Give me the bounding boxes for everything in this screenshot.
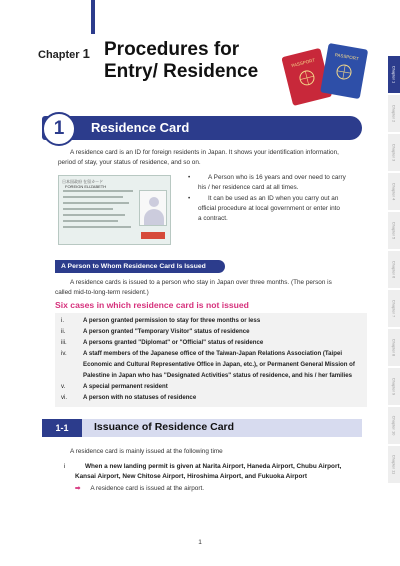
side-tab-chapter-10[interactable] xyxy=(388,407,400,445)
issued-line-2: called mid-to-long-term resident.) xyxy=(55,289,149,296)
case-item xyxy=(61,316,361,326)
passports-illustration xyxy=(282,42,370,106)
case-number: iii. xyxy=(61,339,67,346)
arrow-right-icon: ➡ xyxy=(75,485,81,492)
case-item xyxy=(61,371,361,381)
chapter-label xyxy=(38,46,90,61)
case-number: vi. xyxy=(61,394,68,401)
chapter-accent-bar xyxy=(91,0,95,34)
issuance-item xyxy=(64,462,364,482)
subheading: A Person to Whom Residence Card Is Issued xyxy=(55,260,225,273)
bullet-item: • It can be used as an ID when you carry out an official procedure at local government or enter into a contract. xyxy=(188,194,366,224)
side-tab-chapter-9[interactable] xyxy=(388,368,400,406)
side-tab-chapter-4[interactable] xyxy=(388,173,400,211)
bullet-item: • A Person who is 16 years and over need to carry his / her residence card at all times. xyxy=(188,173,366,193)
case-item xyxy=(61,349,361,359)
case-text: A staff members of the Japanese office of the Taiwan-Japan Relations Association (Taipei xyxy=(83,350,343,357)
cases-heading: Six cases in which residence card is not issued xyxy=(55,300,249,310)
page-number: 1 xyxy=(198,539,202,546)
subsection-intro: A residence card is mainly issued at the following time xyxy=(70,448,223,455)
card-text-lines xyxy=(63,190,135,232)
case-text: Economic and Cultural Representative Office in Japan, etc.), or Permanent General Mission of xyxy=(83,361,355,368)
chapter-side-tabs xyxy=(388,56,400,486)
card-name: FOREIGN ELIZABETH xyxy=(65,184,107,189)
side-tab-chapter-5[interactable] xyxy=(388,212,400,250)
chapter-word: Chapter xyxy=(38,49,80,61)
section-title: Residence Card xyxy=(91,120,190,135)
case-item xyxy=(61,360,361,370)
intro-line-1: A residence card is an ID for foreign residents in Japan. It shows your identification information, xyxy=(70,149,339,156)
page-title xyxy=(104,39,258,83)
card-stamp xyxy=(141,232,165,239)
section-number-badge: 1 xyxy=(42,112,76,146)
side-tab-label: Chapter 9 xyxy=(391,377,397,396)
section-banner xyxy=(42,116,362,140)
subsection-title: Issuance of Residence Card xyxy=(94,421,235,433)
side-tab-chapter-1[interactable] xyxy=(388,56,400,94)
side-tab-chapter-11[interactable] xyxy=(388,446,400,484)
issued-line-1: A residence cards is issued to a person who stay in Japan over three months. (The person is xyxy=(70,279,332,286)
issuance-item-line-2: Kansai Airport, New Chitose Airport, Hiroshima Airport, and Fukuoka Airport xyxy=(75,473,307,480)
card-header-text: 日本国政府 在留カード xyxy=(62,179,104,184)
case-number: i. xyxy=(61,317,65,324)
card-bullets xyxy=(188,173,366,225)
side-tab-label: Chapter 6 xyxy=(391,260,397,279)
side-tab-label: Chapter 3 xyxy=(391,143,397,162)
subsection-number: 1-1 xyxy=(42,419,82,437)
side-tab-label: Chapter 7 xyxy=(391,299,397,318)
case-item xyxy=(61,393,361,403)
case-text: A special permanent resident xyxy=(83,383,168,390)
card-photo xyxy=(139,190,167,226)
side-tab-label: Chapter 11 xyxy=(391,454,397,475)
case-number: iv. xyxy=(61,350,67,357)
issuance-item-number: i xyxy=(64,463,66,470)
issuance-result-text: A residence card is issued at the airport. xyxy=(90,485,205,492)
side-tab-chapter-3[interactable] xyxy=(388,134,400,172)
residence-card-image xyxy=(58,175,171,245)
intro-line-2: period of stay, your status of residence, and so on. xyxy=(58,159,201,166)
case-item xyxy=(61,382,361,392)
case-number xyxy=(61,371,83,381)
chapter-number: 1 xyxy=(82,46,90,61)
side-tab-chapter-6[interactable] xyxy=(388,251,400,289)
passport-red-label: PASSPORT xyxy=(290,57,316,69)
case-text: Palestine in Japan who has "Designated Activities" status of residence, and his / her families xyxy=(83,372,353,379)
side-tab-label: Chapter 4 xyxy=(391,182,397,201)
side-tab-label: Chapter 10 xyxy=(391,415,397,436)
cases-list xyxy=(55,313,367,407)
side-tab-chapter-7[interactable] xyxy=(388,290,400,328)
side-tab-chapter-2[interactable] xyxy=(388,95,400,133)
issuance-item-line-1: When a new landing permit is given at Narita Airport, Haneda Airport, Chubu Airport, xyxy=(85,463,342,470)
side-tab-label: Chapter 5 xyxy=(391,221,397,240)
case-text: A person with no statuses of residence xyxy=(83,394,197,401)
passport-blue-label: PASSPORT xyxy=(334,52,359,62)
side-tab-chapter-8[interactable] xyxy=(388,329,400,367)
side-tab-label: Chapter 1 xyxy=(391,65,397,84)
case-text: A person granted permission to stay for three months or less xyxy=(83,317,261,324)
page-title-line2: Entry/ Residence xyxy=(104,61,259,82)
side-tab-label: Chapter 8 xyxy=(391,338,397,357)
case-number: ii. xyxy=(61,328,66,335)
case-number: v. xyxy=(61,383,66,390)
case-item xyxy=(61,327,361,337)
case-text: A persons granted "Diplomat" or "Official" status of residence xyxy=(83,339,264,346)
issuance-result xyxy=(75,484,204,494)
case-text: A person granted "Temporary Visitor" status of residence xyxy=(83,328,250,335)
case-number xyxy=(61,360,83,370)
case-item xyxy=(61,338,361,348)
side-tab-label: Chapter 2 xyxy=(391,104,397,123)
page-title-line1: Procedures for xyxy=(104,39,240,60)
